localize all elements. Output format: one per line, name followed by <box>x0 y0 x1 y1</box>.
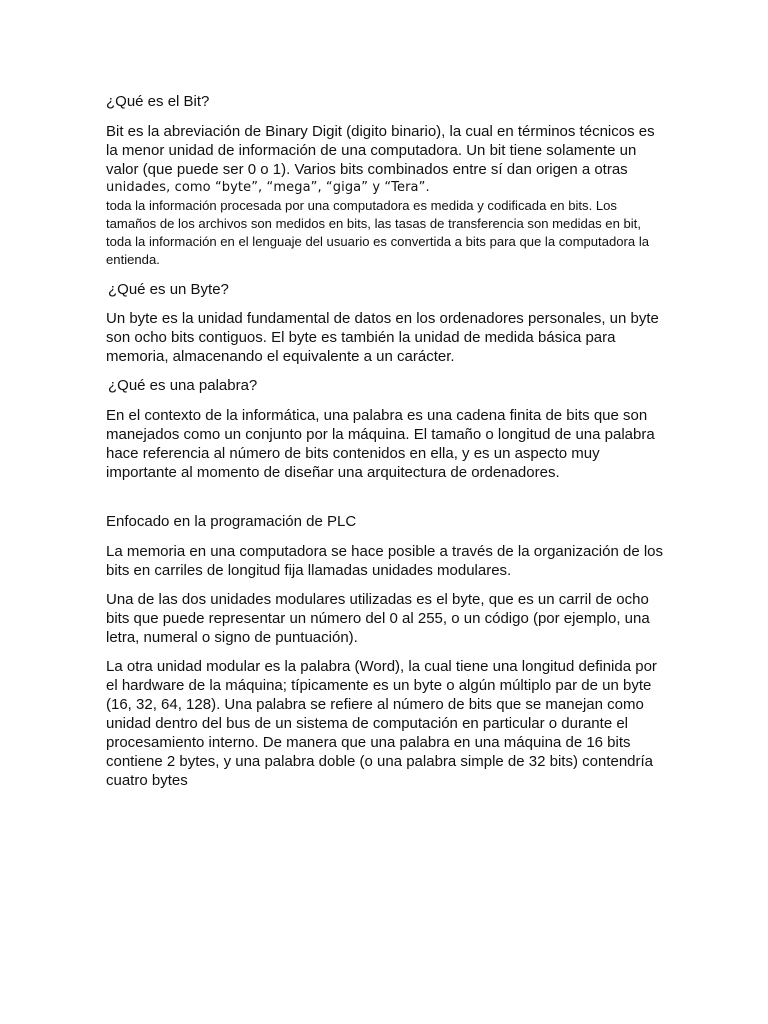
heading-what-is-bit: ¿Qué es el Bit? <box>106 93 210 110</box>
bit-paragraph-main: Bit es la abreviación de Binary Digit (digito binario), la cual en términos técnicos es la menor unidad de información de una computadora. Un bit tiene solamente un valor (que puede ser 0 o 1). Varios bits combinados entre sí dan origen a otras <box>106 123 655 178</box>
plc-heading: Enfocado en la programación de PLC <box>106 513 357 530</box>
plc-paragraph-byte: Una de las dos unidades modulares utilizadas es el byte, que es un carril de ocho bits que puede representar un número del 0 al 255, o un código (por ejemplo, una letra, numeral o signo de puntuación). <box>106 591 650 646</box>
bit-paragraph <box>106 122 666 197</box>
plc-paragraph-memory: La memoria en una computadora se hace posible a través de la organización de los bits en carriles de longitud fija llamadas unidades modulares. <box>106 543 664 579</box>
heading-what-is-word: ¿Qué es una palabra? <box>108 377 258 394</box>
heading-what-is-byte: ¿Qué es un Byte? <box>108 281 229 298</box>
byte-paragraph: Un byte es la unidad fundamental de datos en los ordenadores personales, un byte son ocho bits contiguos. El byte es también la unidad de medida básica para memoria, almacenando el equivalente a un carácter. <box>106 310 659 365</box>
bit-paragraph-units: unidades, como “byte”, “mega”, “giga” y “Tera”. <box>106 180 430 195</box>
word-paragraph: En el contexto de la informática, una palabra es una cadena finita de bits que son manejados como un conjunto por la máquina. El tamaño o longitud de una palabra hace referencia al número de bits contenidos en ella, y es un aspecto muy importante al momento de diseñar una arquitectura de ordenadores. <box>106 407 655 481</box>
bit-paragraph-detail: toda la información procesada por una computadora es medida y codificada en bits. Los tamaños de los archivos son medidos en bits, las tasas de transferencia son medidas en bit, toda la información en el lenguaje del usuario es convertida a bits para que la computadora la entienda. <box>106 198 650 267</box>
plc-paragraph-word: La otra unidad modular es la palabra (Word), la cual tiene una longitud definida por el hardware de la máquina; típicamente es un byte o algún múltiplo par de un byte (16, 32, 64, 128). Una palabra se refiere al número de bits que se manejan como unidad dentro del bus de un sistema de computación en particular o durante el procesamiento interno. De manera que una palabra en una máquina de 16 bits contiene 2 bytes, y una palabra doble (o una palabra simple de 32 bits) contendría cuatro bytes <box>106 658 657 789</box>
